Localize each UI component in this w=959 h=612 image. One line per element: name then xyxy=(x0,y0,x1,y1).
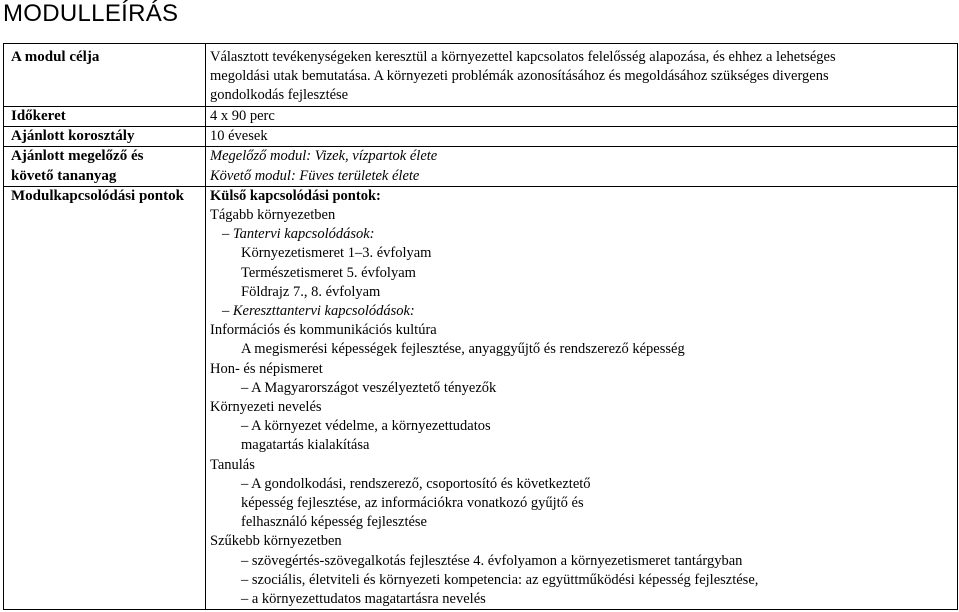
curriculum-item: Földrajz 7., 8. évfolyam xyxy=(241,283,381,300)
national-item: – A Magyarországot veszélyeztető tényezők xyxy=(241,379,497,396)
info-item: A megismerési képességek fejlesztése, anyaggyűjtő és rendszerező képesség xyxy=(241,341,685,358)
row-age xyxy=(4,127,958,147)
learn-item-cont: képesség fejlesztése, az információkra vonatkozó gyűjtő és xyxy=(241,495,584,512)
info-culture: Információs és kommunikációs kultúra xyxy=(210,322,437,339)
narrow-item: – szociális, életviteli és környezeti kompetencia: az együttműködési képesség fejlesztése, xyxy=(241,571,759,588)
prev-module: Megelőző modul: Vizek, vízpartok élete xyxy=(210,148,438,165)
label-age: Ajánlott korosztály xyxy=(4,127,206,147)
env-item: – A környezet védelme, a környezettudatos xyxy=(241,418,491,435)
narrow-item: – szövegértés-szövegalkotás fejlesztése 4. évfolyamon a környezetismeret tantárgyban xyxy=(241,552,743,569)
value-time: 4 x 90 perc xyxy=(206,107,958,127)
row-goal xyxy=(4,44,958,107)
goal-text: Választott tevékenységeken keresztül a környezettel kapcsolatos felelősség alapozása, és ehhez a lehetséges megoldási utak bemutatása. A környezeti problémák azonosításához és megoldásához szükséges divergens gondolkodás fejlesztése xyxy=(210,49,836,104)
value-goal xyxy=(206,44,958,107)
row-prev-next xyxy=(4,147,958,186)
learn-item: – A gondolkodási, rendszerező, csoportosító és következtető xyxy=(241,475,591,492)
label-time: Időkeret xyxy=(4,107,206,127)
page-title: MODULLEÍRÁS xyxy=(3,0,179,27)
curriculum-heading: – Tantervi kapcsolódások: xyxy=(222,226,375,243)
cross-heading: – Kereszttantervi kapcsolódások: xyxy=(222,303,415,320)
wider-env: Tágabb környezetben xyxy=(210,207,336,224)
learn-item-cont: felhasználó képesség fejlesztése xyxy=(241,514,427,531)
curriculum-item: Természetismeret 5. évfolyam xyxy=(241,264,416,281)
value-prev-next xyxy=(206,147,958,186)
next-module: Követő modul: Füves területek élete xyxy=(210,167,420,184)
national: Hon- és népismeret xyxy=(210,360,323,377)
env-edu: Környezeti nevelés xyxy=(210,399,322,416)
module-table xyxy=(3,43,958,610)
label-goal: A modul célja xyxy=(4,44,206,107)
curriculum-item: Környezetismeret 1–3. évfolyam xyxy=(241,245,432,262)
value-links xyxy=(206,186,958,609)
row-time xyxy=(4,107,958,127)
label-prev-next: Ajánlott megelőző és követő tananyag xyxy=(4,147,206,186)
learning: Tanulás xyxy=(210,456,255,473)
value-age: 10 évesek xyxy=(206,127,958,147)
env-item-cont: magatartás kialakítása xyxy=(241,437,370,454)
external-heading: Külső kapcsolódási pontok: xyxy=(210,187,381,204)
narrow-item: – a környezettudatos magatartásra nevelés xyxy=(241,591,486,608)
row-links xyxy=(4,186,958,609)
label-links: Modulkapcsolódási pontok xyxy=(4,186,206,609)
narrow-env: Szűkebb környezetben xyxy=(210,533,342,550)
